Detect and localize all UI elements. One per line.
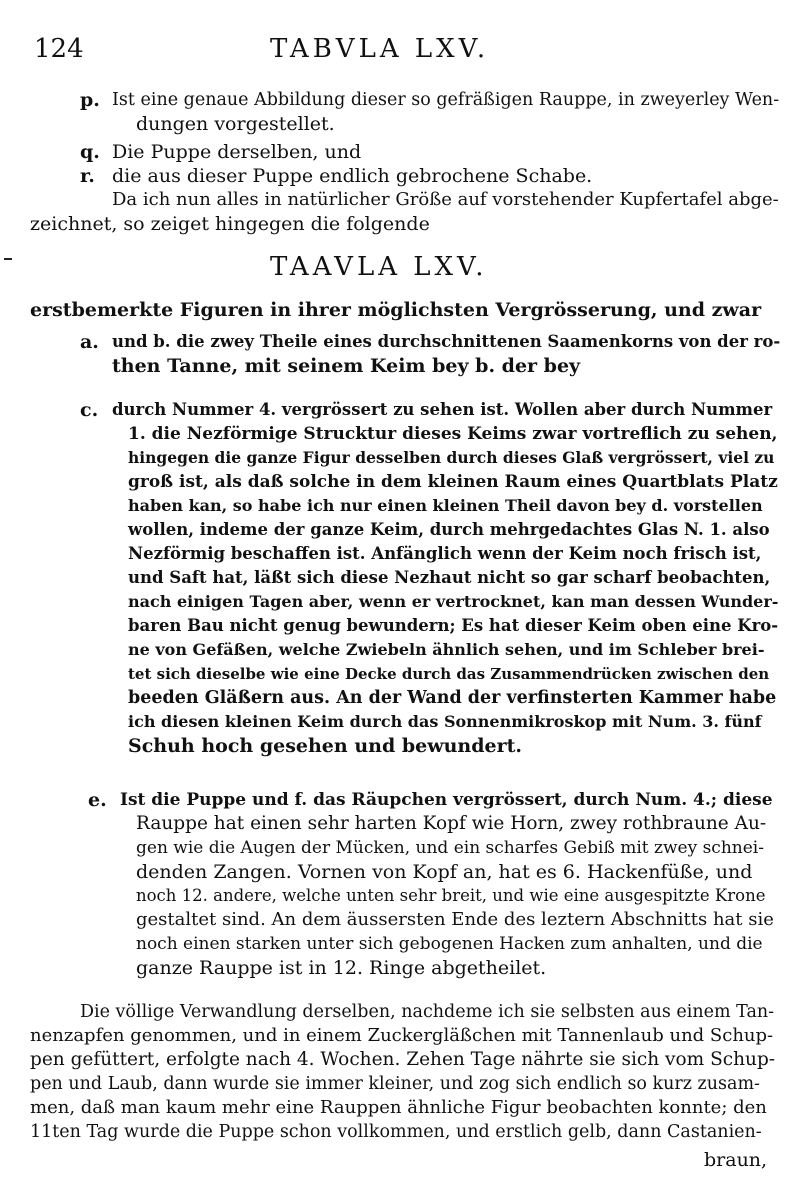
entry-line: then Tanne, mit seinem Keim bey b. der bey: [112, 355, 581, 377]
entry-line: groß ist, als daß solche in dem kleinen Raum eines Quartblats Platz: [128, 472, 778, 492]
closing-line: nenzapfen genommen, und in einem Zuckergläßchen mit Tannenlaub und Schup-: [30, 1025, 774, 1046]
entry-label-a: a.: [80, 331, 99, 353]
entry-line: nach einigen Tagen aber, wenn er vertrocknet, kan man dessen Wunder-: [128, 592, 779, 611]
page-number: 124: [34, 34, 84, 64]
entry-line: Rauppe hat einen sehr harten Kopf wie Horn, zwey rothbraune Au-: [136, 813, 767, 834]
closing-line: 11ten Tag wurde die Puppe schon vollkommen, und erstlich gelb, dann Castanien-: [30, 1122, 762, 1142]
entry-line: baren Bau nicht genug bewundern; Es hat dieser Keim oben eine Kro-: [128, 616, 779, 635]
entry-line: gen wie die Augen der Mücken, und ein scharfes Gebiß mit zwey schnei-: [136, 838, 764, 858]
closing-line: pen und Laub, dann wurde sie immer kleiner, und zog sich endlich so kurz zusam-: [30, 1074, 760, 1094]
list-label-q: q.: [80, 141, 100, 163]
list-label-r: r.: [80, 165, 95, 187]
entry-label-e: e.: [88, 789, 107, 811]
entry-line: Ist die Puppe und f. das Räupchen vergrössert, durch Num. 4.; diese: [120, 790, 773, 810]
entry-label-c: c.: [80, 399, 99, 421]
list-line: dungen vorgestellet.: [136, 113, 335, 135]
entry-line: wollen, indeme der ganze Keim, durch mehrgedachtes Glas N. 1. also: [128, 520, 770, 539]
margin-mark: [4, 258, 12, 260]
entry-line: ne von Gefäßen, welche Zwiebeln ähnlich sehen, und im Schleber brei-: [128, 640, 765, 659]
entry-line: ich diesen kleinen Keim durch das Sonnenmikroskop mit Num. 3. fünf: [128, 712, 762, 731]
list-label-p: p.: [80, 89, 100, 111]
entry-line: ganze Rauppe ist in 12. Ringe abgetheilet.: [136, 957, 547, 979]
entry-line: hingegen die ganze Figur desselben durch dieses Glaß vergrössert, viel zu: [128, 448, 775, 467]
intro-line: Da ich nun alles in natürlicher Größe auf vorstehender Kupfertafel abge-: [112, 189, 779, 210]
closing-line: braun,: [704, 1149, 768, 1171]
entry-line: und Saft hat, läßt sich diese Nezhaut nicht so gar scharf beobachten,: [128, 568, 771, 587]
entry-line: gestaltet sind. An dem äussersten Ende des leztern Abschnitts hat sie: [136, 909, 774, 930]
entry-line: und b. die zwey Theile eines durchschnittenen Saamenkorns von der ro-: [112, 332, 781, 351]
entry-line: Schuh hoch gesehen und bewundert.: [128, 735, 522, 757]
closing-line: Die völlige Verwandlung derselben, nachdeme ich sie selbsten aus einem Tan-: [80, 1002, 775, 1022]
list-line: die aus dieser Puppe endlich gebrochene Schabe.: [112, 165, 593, 187]
entry-line: Nezförmig beschaffen ist. Anfänglich wenn der Keim noch frisch ist,: [128, 544, 762, 563]
closing-line: men, daß man kaum mehr eine Rauppen ähnliche Figur beobachten konnte; den: [30, 1097, 767, 1118]
entry-line: durch Nummer 4. vergrössert zu sehen ist. Wollen aber durch Nummer: [112, 400, 773, 419]
entry-line: denden Zangen. Vornen von Kopf an, hat es 6. Hackenfüße, und: [136, 861, 753, 883]
list-line: Ist eine genaue Abbildung dieser so gefräßigen Rauppe, in zweyerley Wen-: [112, 90, 780, 110]
entry-line: noch einen starken unter sich gebogenen Hacken zum anhalten, und die: [136, 934, 763, 954]
section-title: TAAVLA LXV.: [270, 252, 488, 282]
list-line: Die Puppe derselben, und: [112, 141, 362, 163]
entry-line: beeden Gläßern aus. An der Wand der verfinsterten Kammer habe: [128, 688, 777, 708]
intro-line: zeichnet, so zeiget hingegen die folgende: [30, 213, 430, 235]
closing-line: pen gefüttert, erfolgte nach 4. Wochen. Zehen Tage nährte sie sich vom Schup-: [30, 1049, 776, 1070]
section-intro: erstbemerkte Figuren in ihrer möglichsten Vergrösserung, und zwar: [30, 299, 762, 321]
entry-line: 1. die Nezförmige Strucktur dieses Keims zwar vortreflich zu sehen,: [128, 424, 778, 444]
page-header-title: TABVLA LXV.: [270, 34, 490, 64]
entry-line: noch 12. andere, welche unten sehr breit, und wie eine ausgespitzte Krone: [136, 886, 766, 905]
entry-line: tet sich dieselbe wie eine Decke durch das Zusammendrücken zwischen den: [128, 665, 770, 683]
entry-line: haben kan, so habe ich nur einen kleinen Theil davon bey d. vorstellen: [128, 496, 763, 515]
